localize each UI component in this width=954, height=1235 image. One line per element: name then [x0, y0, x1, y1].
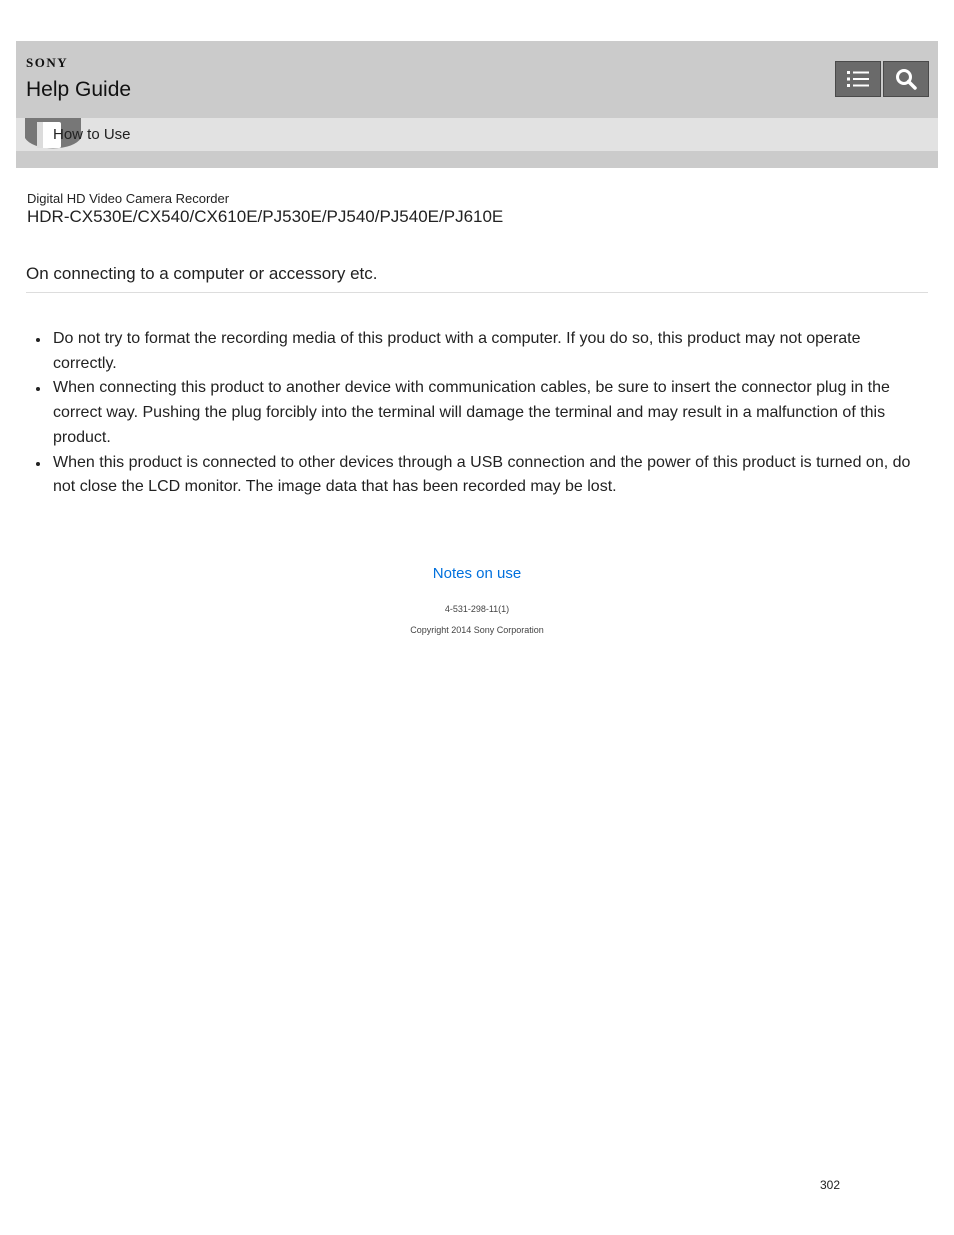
page-title: On connecting to a computer or accessory etc.	[26, 264, 378, 283]
divider	[26, 292, 928, 293]
list-item: Do not try to format the recording media of this product with a computer. If you do so, this product may not operate correctly.	[26, 327, 924, 376]
copyright: Copyright 2014 Sony Corporation	[410, 625, 544, 635]
header-bar	[16, 41, 938, 168]
breadcrumb	[16, 118, 938, 151]
notes-list	[26, 327, 924, 500]
sony-logo: SONY	[26, 55, 69, 70]
breadcrumb-how-to-use[interactable]: How to Use	[53, 126, 131, 143]
search-button[interactable]	[883, 61, 929, 97]
document-number: 4-531-298-11(1)	[444, 604, 510, 614]
header-buttons	[835, 61, 929, 97]
notes-on-use-link[interactable]: Notes on use	[432, 565, 522, 582]
page-number: 302	[820, 1178, 841, 1192]
list-item: When connecting this product to another device with communication cables, be sure to insert the connector plug in the correct way. Pushing the plug forcibly into the terminal will damage the terminal and may result in a malfunction of this product.	[26, 376, 924, 450]
contents-list-button[interactable]	[835, 61, 881, 97]
search-icon	[895, 68, 917, 90]
list-icon	[846, 69, 870, 89]
product-type: Digital HD Video Camera Recorder	[27, 191, 230, 206]
list-item: When this product is connected to other devices through a USB connection and the power of this product is turned on, do not close the LCD monitor. The image data that has been recorded may be lost.	[26, 451, 924, 500]
model-name: HDR-CX530E/CX540/CX610E/PJ530E/PJ540/PJ540E/PJ610E	[27, 207, 504, 226]
help-guide-title: Help Guide	[26, 78, 132, 101]
